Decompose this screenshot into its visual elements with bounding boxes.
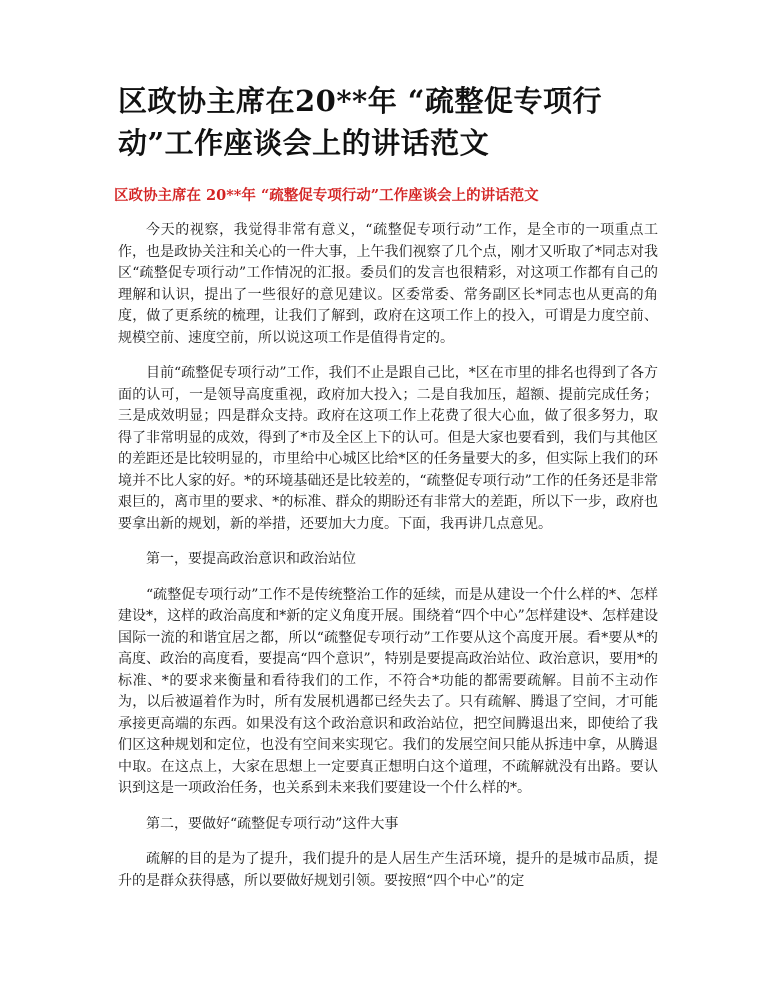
- document-title: 区政协主席在20**年 “疏整促专项行动”工作座谈会上的讲话范文: [118, 84, 602, 160]
- section-heading-second: 第二，要做好“疏整促专项行动”这件大事: [146, 815, 399, 832]
- paragraph-political-awareness: “疏整促专项行动”工作不是传统整治工作的延续，而是从建设一个什么样的*、怎样建设*，这样的政治高度和*新的定义角度开展。围绕着“四个中心”怎样建设*、怎样建设国际一流的和谐宜居之都，所以“疏整促专项行动”工作要从这个高度开展。看*要从*的高度、政治的高度看，要提高“四个意识”，特别是要提高政治站位、政治意识，要用*的标准、*的要求来衡量和看待我们的工作，不符合*功能的都需要疏解。目前不主动作为，以后被逼着作为时，所有发展机遇都已经失去了。只有疏解、腾退了空间，才可能承接更高端的东西。如果没有这个政治意识和政治站位，把空间腾退出来，即使给了我们区这种规划和定位，也没有空间来实现它。我们的发展空间只能从拆违中拿，从腾退中取。在这点上，大家在思想上一定要真正想明白这个道理，不疏解就没有出路。要认识到这是一项政治任务，也关系到未来我们要建设一个什么样的*。: [118, 586, 658, 796]
- document-subtitle: 区政协主席在 20**年 “疏整促专项行动”工作座谈会上的讲话范文: [114, 187, 539, 204]
- document-page: [114, 80, 658, 906]
- section-heading-first: 第一，要提高政治意识和政治站位: [146, 551, 356, 567]
- paragraph-intro: 今天的视察，我觉得非常有意义，“疏整促专项行动”工作，是全市的一项重点工作，也是政协关注和关心的一件大事，上午我们视察了几个点，刚才又听取了*同志对我区“疏整促专项行动”工作情况的汇报。委员们的发言也很精彩，对这项工作都有自己的理解和认识，提出了一些很好的意见建议。区委常委、常务副区长*同志也从更高的角度，做了更系统的梳理，让我们了解到，政府在这项工作上的投入，可谓是力度空前、规模空前、速度空前，所以说这项工作是值得肯定的。: [118, 222, 658, 346]
- paragraph-planning: 疏解的目的是为了提升，我们提升的是人居生产生活环境，提升的是城市品质，提升的是群众获得感，所以要做好规划引领。要按照“四个中心”的定: [118, 851, 658, 889]
- paragraph-current-status: 目前“疏整促专项行动”工作，我们不止是跟自己比，*区在市里的排名也得到了各方面的认可，一是领导高度重视，政府加大投入；二是自我加压，超额、提前完成任务；三是成效明显；四是群众支持。政府在这项工作上花费了很大心血，做了很多努力，取得了非常明显的成效，得到了*市及全区上下的认可。但是大家也要看到，我们与其他区的差距还是比较明显的，市里给中心城区比给*区的任务量要大的多，但实际上我们的环境并不比人家的好。*的环境基础还是比较差的，“疏整促专项行动”工作的任务还是非常艰巨的，离市里的要求、*的标准、群众的期盼还有非常大的差距，所以下一步，政府也要拿出新的规划，新的举措，还要加大力度。下面，我再讲几点意见。: [118, 365, 658, 532]
